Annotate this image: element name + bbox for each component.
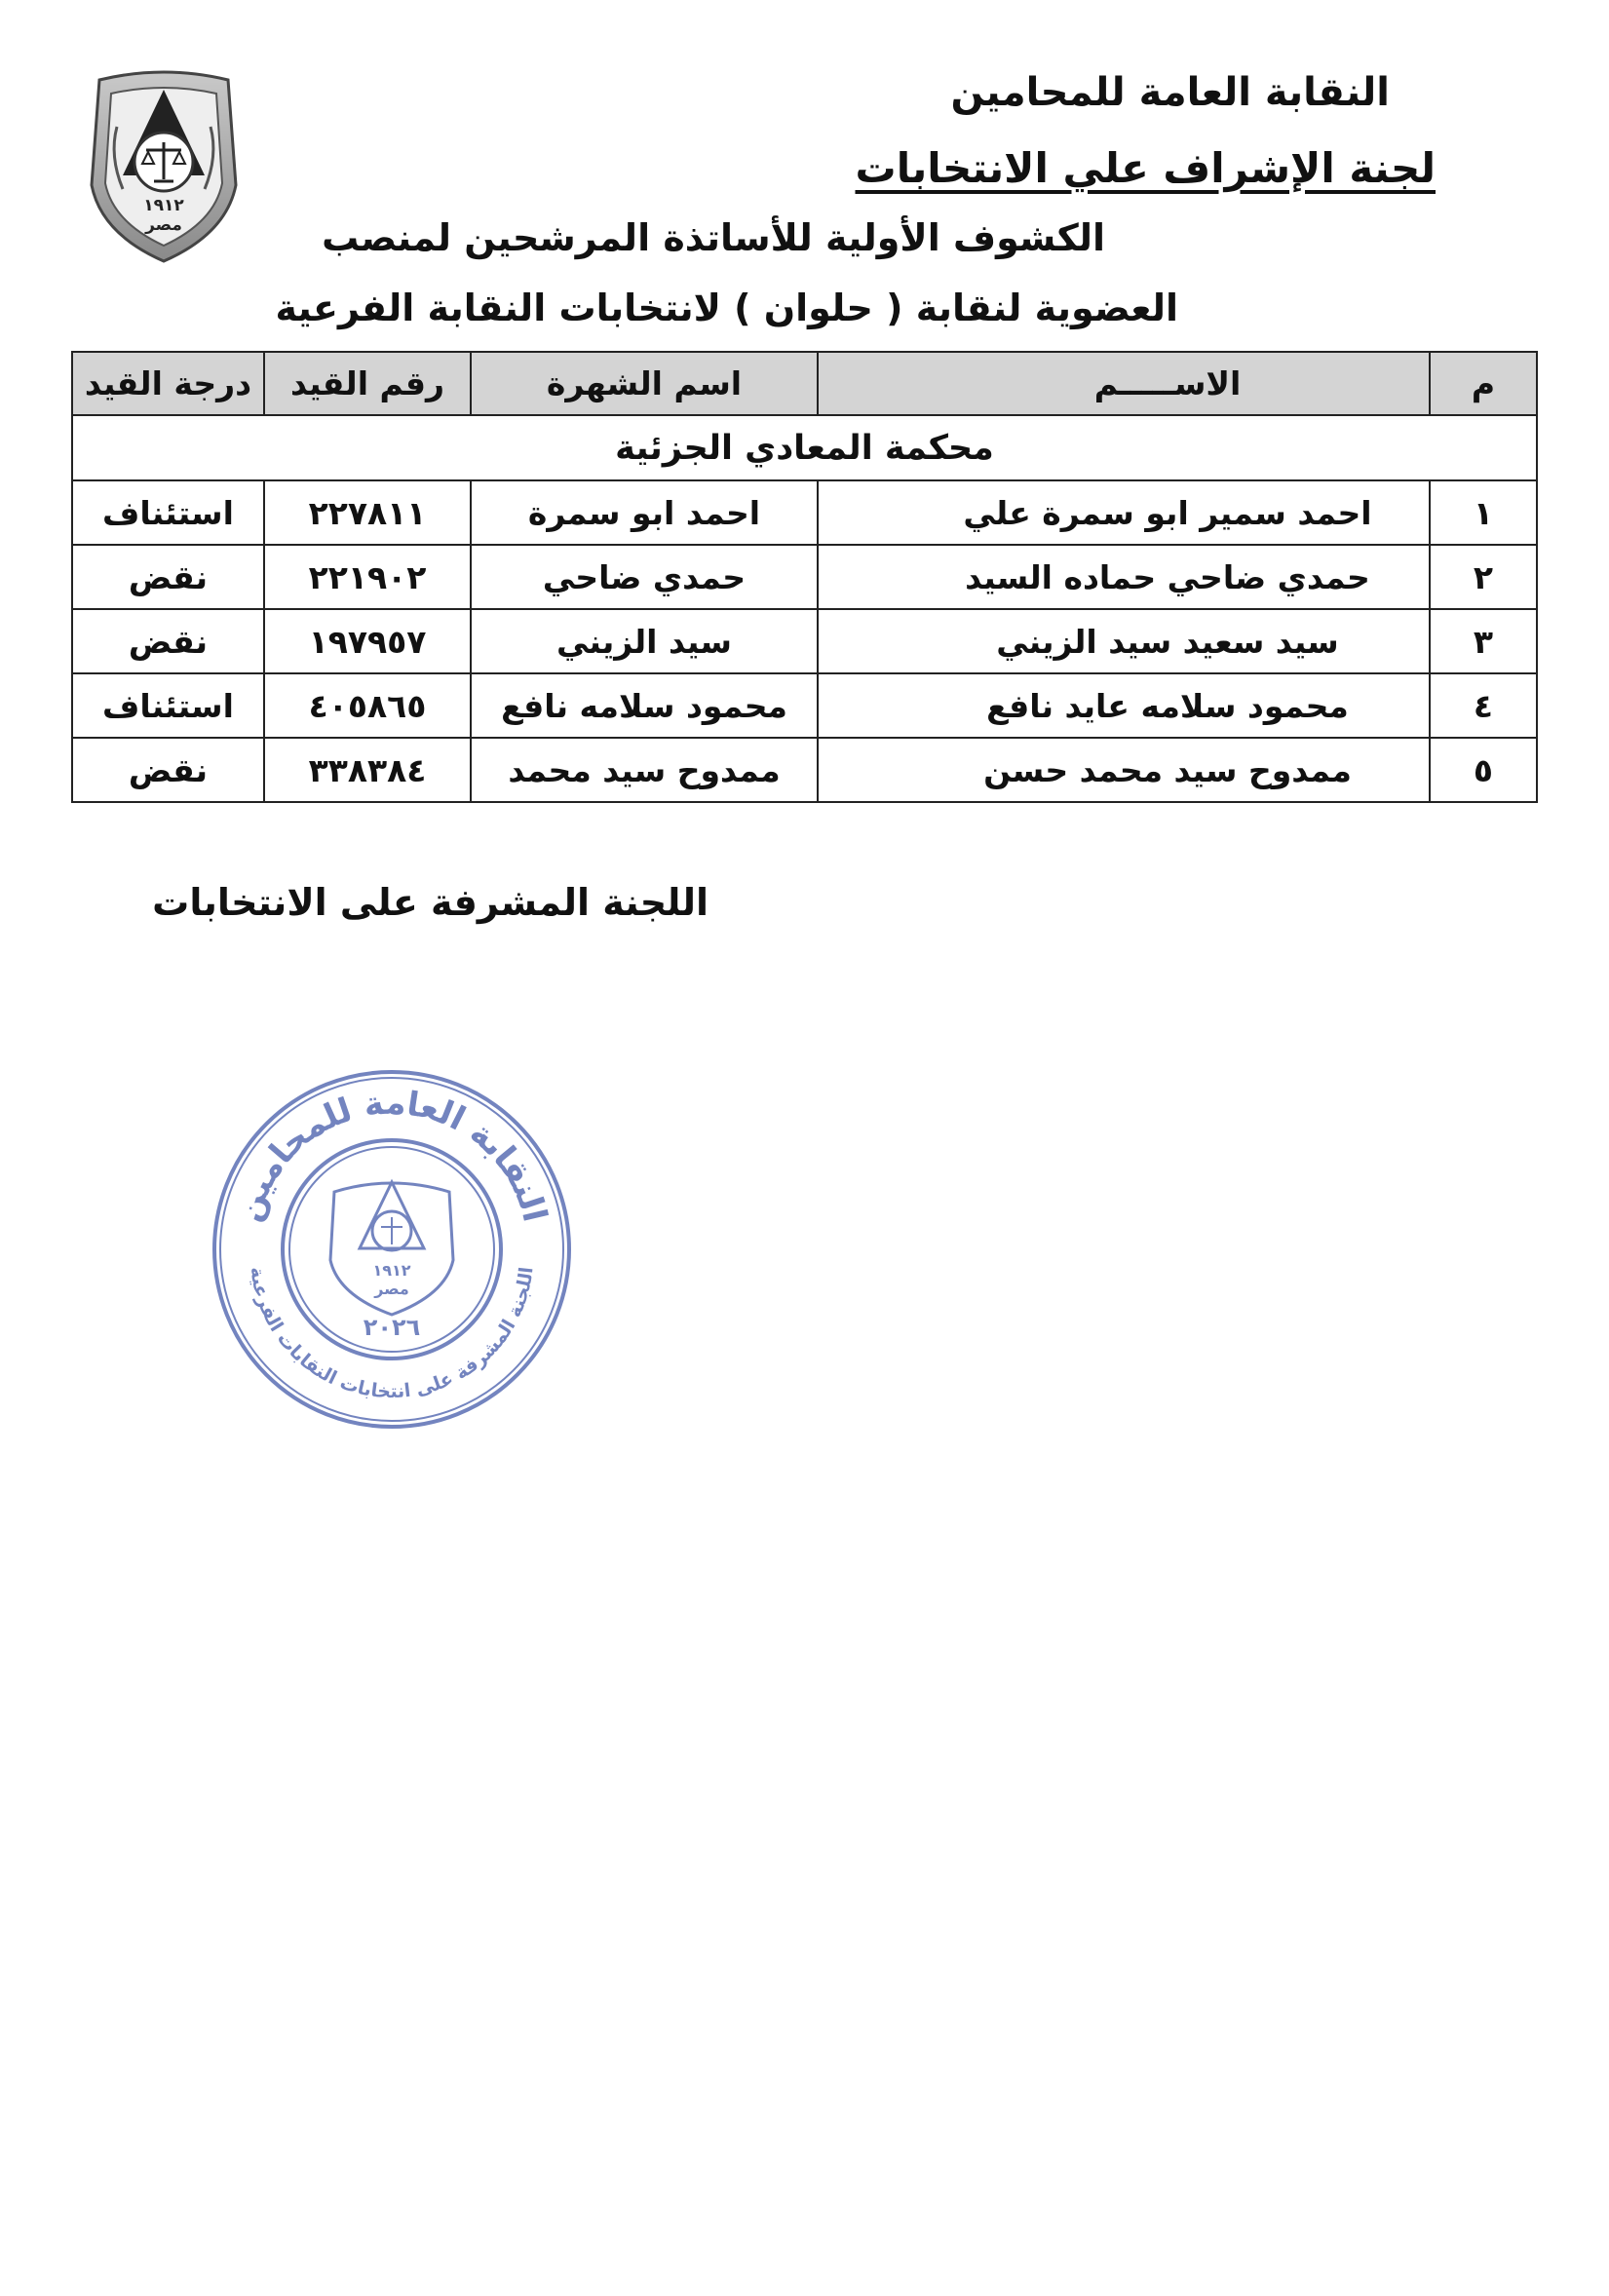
list-title-line-1: الكشوف الأولية للأساتذة المرشحين لمنصب — [322, 216, 1105, 259]
cell-reg-no: ٢٢١٩٠٢ — [264, 545, 471, 609]
stamp-top-text: النقابة العامة للمحامين — [229, 1083, 555, 1226]
official-stamp — [208, 1065, 576, 1434]
cell-known-as: سيد الزيني — [471, 609, 818, 673]
stamp-inner-country: مصر — [374, 1280, 409, 1298]
cell-no: ٥ — [1430, 738, 1537, 802]
cell-known-as: محمود سلامه نافع — [471, 673, 818, 738]
cell-name: سيد سعيد سيد الزيني — [818, 609, 1430, 673]
cell-reg-grade: نقض — [72, 545, 264, 609]
cell-known-as: ممدوح سيد محمد — [471, 738, 818, 802]
candidates-table — [71, 351, 1538, 803]
cell-no: ٢ — [1430, 545, 1537, 609]
list-title-line-2: العضوية لنقابة ( حلوان ) لانتخابات النقابة الفرعية — [275, 287, 1178, 329]
cell-reg-grade: استئناف — [72, 480, 264, 545]
cell-known-as: حمدي ضاحي — [471, 545, 818, 609]
logo-country: مصر — [145, 215, 182, 235]
cell-known-as: احمد ابو سمرة — [471, 480, 818, 545]
cell-reg-no: ٤٠٥٨٦٥ — [264, 673, 471, 738]
col-header-no: م — [1430, 352, 1537, 415]
committee-title: لجنة الإشراف علي الانتخابات — [855, 144, 1436, 192]
svg-text:النقابة العامة للمحامين — [229, 1084, 555, 1226]
cell-reg-grade: نقض — [72, 738, 264, 802]
court-section-title: محكمة المعادي الجزئية — [72, 415, 1537, 480]
bar-association-logo — [80, 68, 248, 268]
section-row — [72, 415, 1537, 480]
cell-no: ٤ — [1430, 673, 1537, 738]
col-header-reg-grade: درجة القيد — [72, 352, 264, 415]
table-header-row — [72, 352, 1537, 415]
table-row — [72, 609, 1537, 673]
stamp-inner-year: ١٩١٢ — [372, 1261, 411, 1280]
table-row — [72, 545, 1537, 609]
cell-reg-grade: نقض — [72, 609, 264, 673]
cell-name: ممدوح سيد محمد حسن — [818, 738, 1430, 802]
cell-name: حمدي ضاحي حماده السيد — [818, 545, 1430, 609]
col-header-name: الاســـــم — [818, 352, 1430, 415]
cell-reg-no: ١٩٧٩٥٧ — [264, 609, 471, 673]
stamp-bottom-text: اللجنة المشرفة على انتخابات النقابات الفرعية — [246, 1265, 538, 1403]
table-row — [72, 738, 1537, 802]
table-row — [72, 673, 1537, 738]
cell-no: ١ — [1430, 480, 1537, 545]
col-header-known-as: اسم الشهرة — [471, 352, 818, 415]
stamp-year: ٢٠٢٦ — [363, 1314, 421, 1341]
cell-reg-no: ٢٢٧٨١١ — [264, 480, 471, 545]
table-row — [72, 480, 1537, 545]
cell-no: ٣ — [1430, 609, 1537, 673]
col-header-reg-no: رقم القيد — [264, 352, 471, 415]
cell-reg-grade: استئناف — [72, 673, 264, 738]
cell-name: احمد سمير ابو سمرة علي — [818, 480, 1430, 545]
org-name: النقابة العامة للمحامين — [950, 70, 1390, 115]
logo-year: ١٩١٢ — [143, 196, 184, 215]
signature-committee: اللجنة المشرفة على الانتخابات — [152, 881, 709, 924]
cell-name: محمود سلامه عايد نافع — [818, 673, 1430, 738]
cell-reg-no: ٣٣٨٣٨٤ — [264, 738, 471, 802]
